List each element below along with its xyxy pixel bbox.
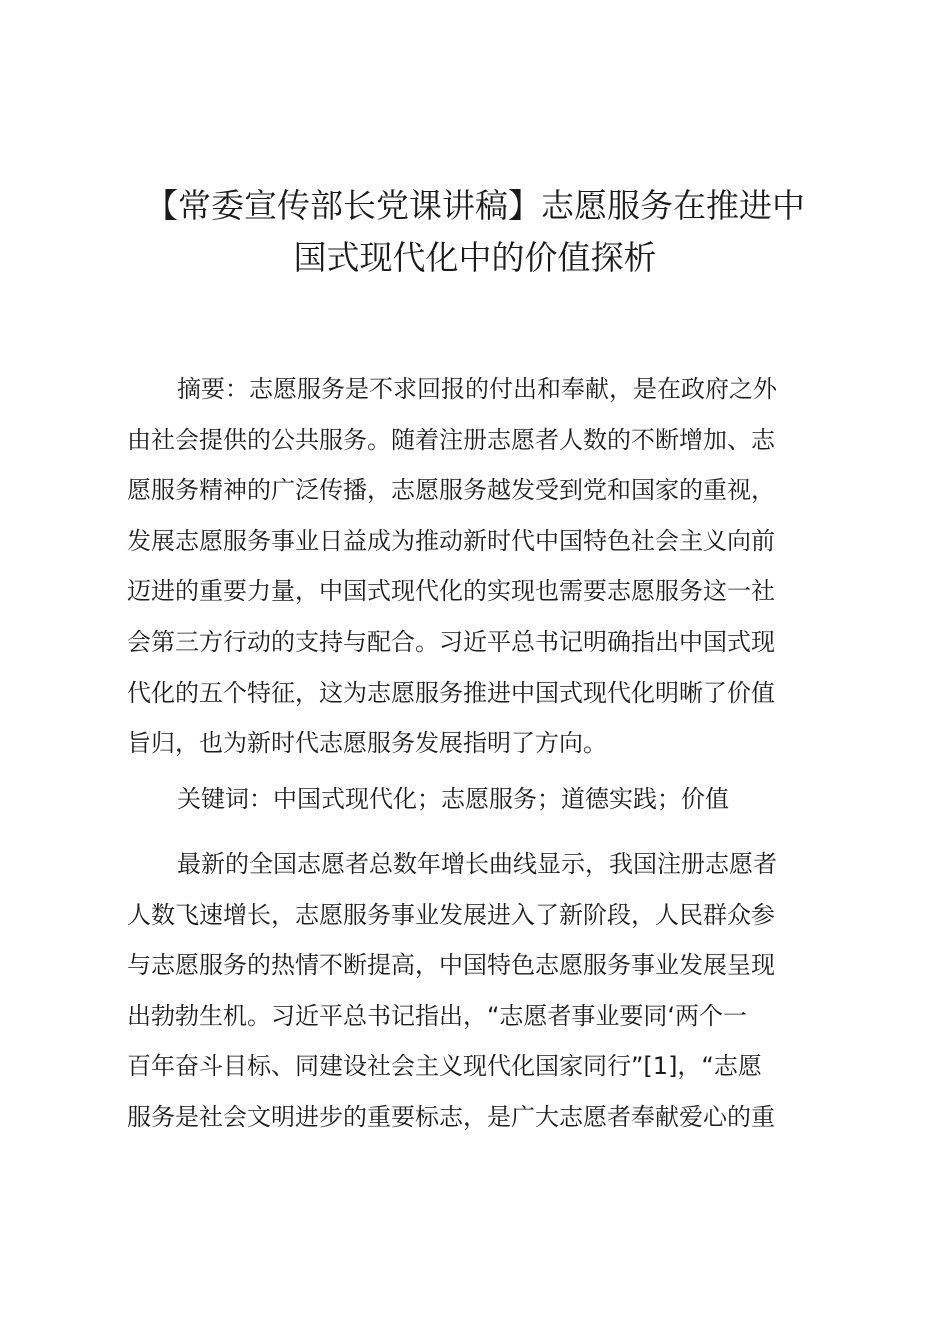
abstract-paragraph <box>127 364 832 769</box>
abstract-line: 摘要：志愿服务是不求回报的付出和奉献，是在政府之外 <box>177 375 777 403</box>
abstract-line: 愿服务精神的广泛传播，志愿服务越发受到党和国家的重视， <box>127 476 775 505</box>
abstract-line: 旨归，也为新时代志愿服务发展指明了方向。 <box>127 729 607 758</box>
abstract-line: 由社会提供的公共服务。随着注册志愿者人数的不断增加、志 <box>127 425 775 454</box>
body-line: 最新的全国志愿者总数年增长曲线显示，我国注册志愿者 <box>177 850 777 878</box>
body-line: 人数飞速增长，志愿服务事业发展进入了新阶段，人民群众参 <box>127 900 775 929</box>
abstract-line: 代化的五个特征，这为志愿服务推进中国式现代化明晰了价值 <box>127 678 775 707</box>
title-line-1: 【常委宣传部长党课讲稿】志愿服务在推进中 <box>145 186 805 225</box>
body-line: 服务是社会文明进步的重要标志，是广大志愿者奉献爱心的重 <box>127 1102 775 1131</box>
body-line: 出勃勃生机。习近平总书记指出，“志愿者事业要同‘两个一 <box>127 1001 748 1030</box>
abstract-line: 发展志愿服务事业日益成为推动新时代中国特色社会主义向前 <box>127 526 775 555</box>
keywords-line: 关键词：中国式现代化；志愿服务；道德实践；价值 <box>177 785 729 813</box>
body-line: 与志愿服务的热情不断提高，中国特色志愿服务事业发展呈现 <box>127 951 775 980</box>
keywords-paragraph <box>127 774 832 825</box>
body-paragraph <box>127 839 832 1143</box>
body-line: 百年奋斗目标、同建设社会主义现代化国家同行”[1]，“志愿 <box>127 1052 762 1081</box>
title-line-2: 国式现代化中的价值探析 <box>293 238 657 277</box>
abstract-line: 迈进的重要力量，中国式现代化的实现也需要志愿服务这一社 <box>127 577 775 606</box>
document-title <box>100 180 850 284</box>
abstract-line: 会第三方行动的支持与配合。习近平总书记明确指出中国式现 <box>127 627 775 656</box>
